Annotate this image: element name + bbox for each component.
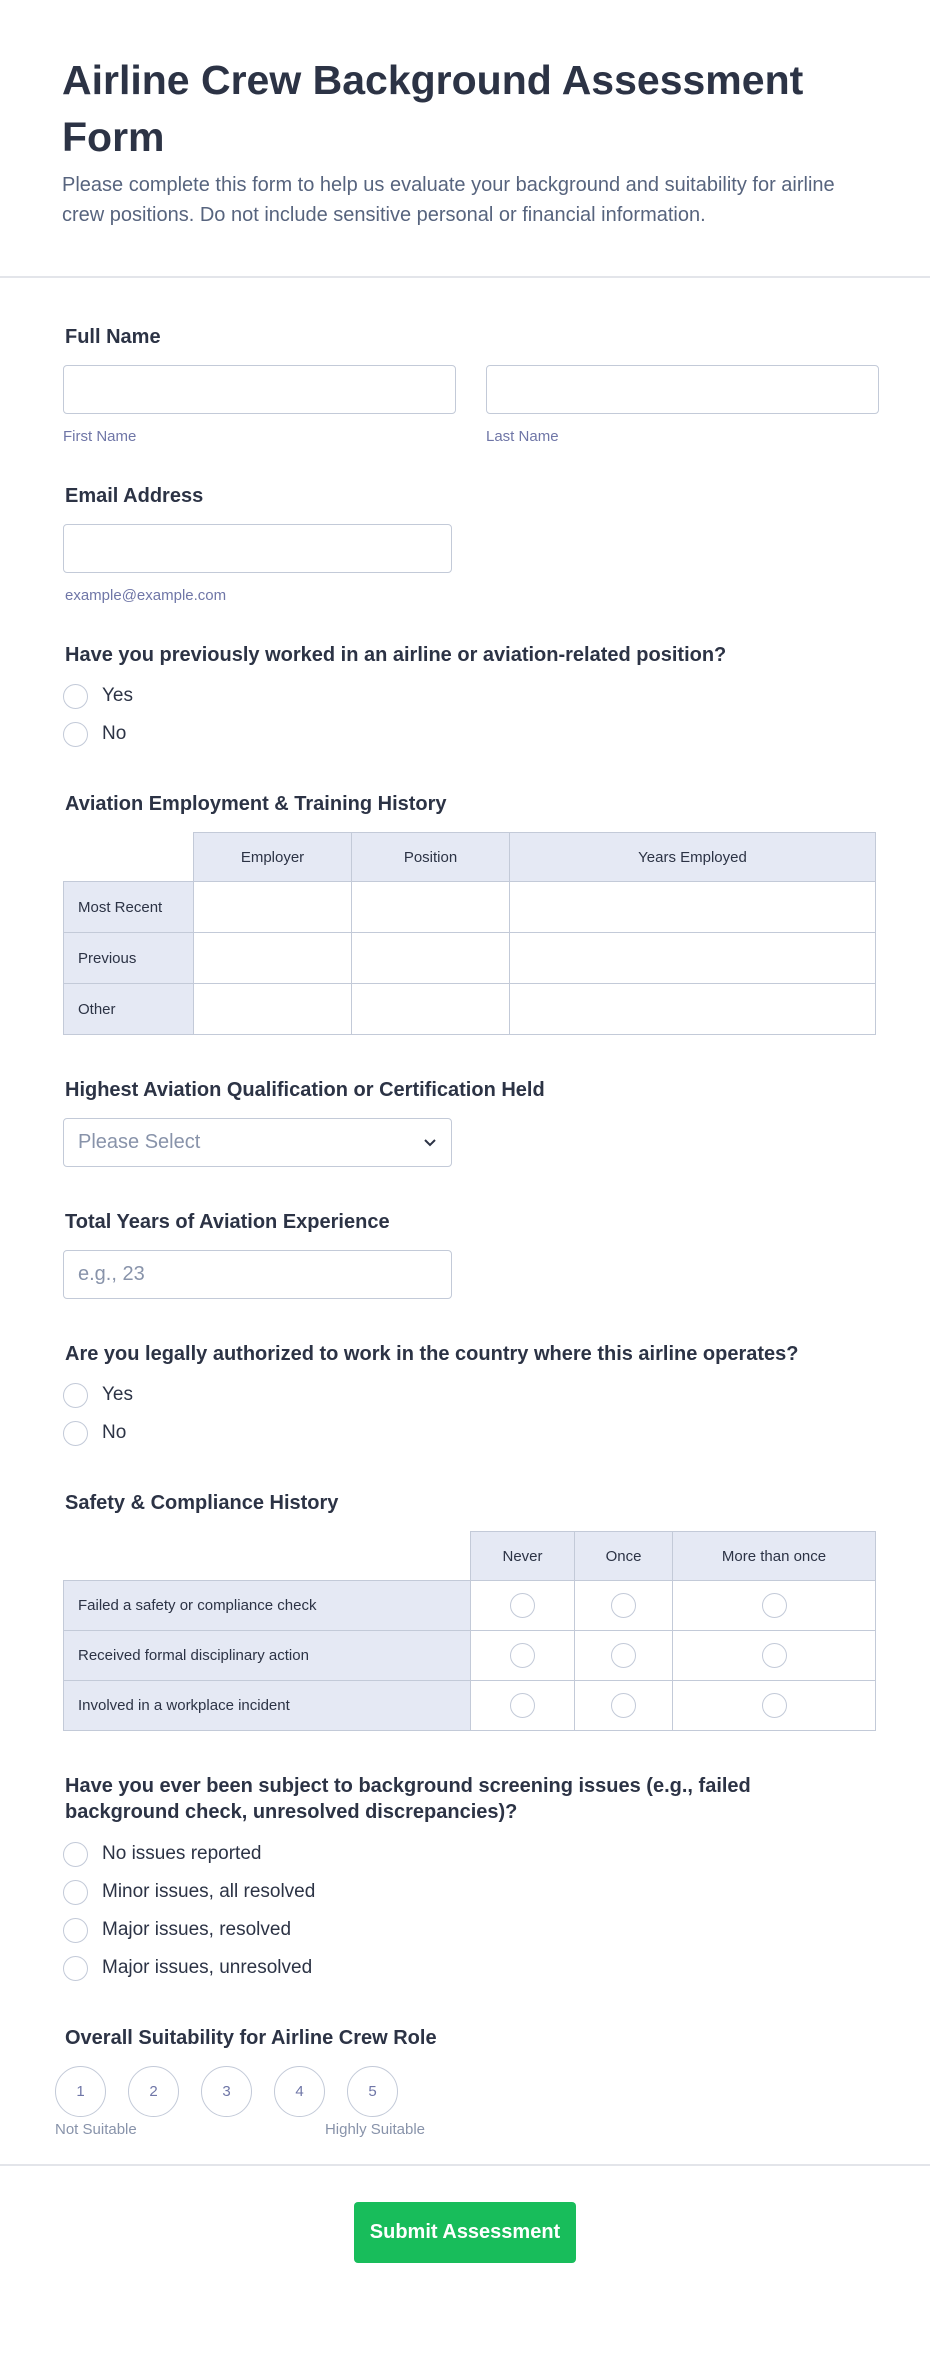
- table-row: [64, 1581, 876, 1631]
- scale-option-4[interactable]: 4: [274, 2066, 325, 2117]
- full-name-section: [55, 278, 875, 445]
- safety-label: Safety & Compliance History: [65, 1492, 339, 1514]
- safety-row-header: Involved in a workplace incident: [64, 1681, 471, 1731]
- radio-button[interactable]: [762, 1643, 787, 1668]
- radio-label: No issues reported: [102, 1843, 262, 1864]
- employment-col-header: Position: [352, 833, 510, 882]
- last-name-sublabel: Last Name: [486, 428, 559, 445]
- chevron-down-icon: [423, 1131, 437, 1154]
- radio-label: No: [102, 723, 127, 744]
- first-name-sublabel: First Name: [63, 428, 137, 445]
- safety-section: [55, 1452, 875, 1731]
- employment-section: [55, 753, 875, 1035]
- first-name-input[interactable]: [63, 365, 456, 414]
- experience-input[interactable]: [63, 1250, 452, 1299]
- employment-cell-input[interactable]: [194, 882, 352, 933]
- radio-button[interactable]: [762, 1693, 787, 1718]
- scale-option-5[interactable]: 5: [347, 2066, 398, 2117]
- employment-row-header: Most Recent: [64, 882, 194, 933]
- screening-option[interactable]: [63, 1835, 835, 1873]
- radio-button[interactable]: [510, 1643, 535, 1668]
- radio-label: Minor issues, all resolved: [102, 1881, 316, 1902]
- prev-worked-option-no[interactable]: [63, 715, 875, 753]
- employment-cell-input[interactable]: [194, 933, 352, 984]
- radio-label: Major issues, unresolved: [102, 1957, 313, 1978]
- scale-option-1[interactable]: 1: [55, 2066, 106, 2117]
- radio-button[interactable]: [63, 722, 88, 747]
- last-name-group: [486, 365, 879, 445]
- suitability-scale: [55, 2066, 875, 2117]
- table-row: [64, 933, 876, 984]
- safety-col-header: Never: [471, 1532, 575, 1581]
- employment-cell-input[interactable]: [352, 882, 510, 933]
- experience-section: [55, 1167, 875, 1299]
- safety-row-header: Received formal disciplinary action: [64, 1631, 471, 1681]
- experience-placeholder: e.g., 23: [78, 1263, 145, 1285]
- prev-worked-label: Have you previously worked in an airline or aviation-related position?: [65, 644, 727, 666]
- screening-label: Have you ever been subject to background screening issues (e.g., failed background check, unresolved discrepancies)?: [65, 1775, 751, 1823]
- suitability-section: [55, 1987, 875, 2138]
- table-row: [64, 1631, 876, 1681]
- authorized-label: Are you legally authorized to work in the country where this airline operates?: [65, 1343, 799, 1365]
- radio-label: Major issues, resolved: [102, 1919, 292, 1940]
- radio-button[interactable]: [611, 1643, 636, 1668]
- qualification-section: [55, 1035, 875, 1167]
- screening-option[interactable]: [63, 1873, 835, 1911]
- qualification-select[interactable]: [63, 1118, 452, 1167]
- radio-button[interactable]: [63, 1956, 88, 1981]
- form-header: [0, 0, 930, 278]
- safety-row-header: Failed a safety or compliance check: [64, 1581, 471, 1631]
- safety-table: [63, 1531, 876, 1731]
- employment-row-header: Previous: [64, 933, 194, 984]
- scale-low-label: Not Suitable: [55, 2121, 137, 2138]
- radio-button[interactable]: [510, 1593, 535, 1618]
- table-row: [64, 882, 876, 933]
- radio-label: Yes: [102, 1384, 133, 1405]
- scale-option-3[interactable]: 3: [201, 2066, 252, 2117]
- radio-button[interactable]: [611, 1693, 636, 1718]
- radio-button[interactable]: [63, 1880, 88, 1905]
- radio-button[interactable]: [63, 1918, 88, 1943]
- authorized-section: [55, 1299, 875, 1452]
- screening-option[interactable]: [63, 1949, 835, 1987]
- employment-cell-input[interactable]: [510, 933, 876, 984]
- prev-worked-option-yes[interactable]: [63, 677, 875, 715]
- email-input[interactable]: [63, 524, 452, 573]
- first-name-group: [63, 365, 456, 445]
- radio-button[interactable]: [63, 684, 88, 709]
- employment-col-header: Years Employed: [510, 833, 876, 882]
- radio-button[interactable]: [63, 1421, 88, 1446]
- safety-col-header: More than once: [673, 1532, 876, 1581]
- qualification-placeholder: Please Select: [78, 1131, 201, 1153]
- radio-label: Yes: [102, 685, 133, 706]
- radio-button[interactable]: [611, 1593, 636, 1618]
- scale-high-label: Highly Suitable: [324, 2121, 425, 2138]
- employment-cell-input[interactable]: [510, 882, 876, 933]
- last-name-input[interactable]: [486, 365, 879, 414]
- employment-row-header: Other: [64, 984, 194, 1035]
- screening-option[interactable]: [63, 1911, 835, 1949]
- authorized-option-yes[interactable]: [63, 1376, 875, 1414]
- email-sublabel: example@example.com: [65, 587, 227, 604]
- screening-section: [55, 1731, 875, 1987]
- qualification-label: Highest Aviation Qualification or Certification Held: [65, 1079, 545, 1101]
- radio-label: No: [102, 1422, 127, 1443]
- email-label: Email Address: [65, 485, 204, 507]
- form-description: Please complete this form to help us evaluate your background and suitability for airline crew positions. Do not include sensitive personal or financial information.: [62, 174, 835, 226]
- employment-cell-input[interactable]: [194, 984, 352, 1035]
- full-name-label: Full Name: [65, 326, 161, 348]
- submit-button[interactable]: Submit Assessment: [354, 2202, 576, 2263]
- employment-table: [63, 832, 876, 1035]
- prev-worked-section: [55, 604, 875, 753]
- employment-cell-input[interactable]: [352, 933, 510, 984]
- form-footer: [0, 2164, 930, 2306]
- scale-option-2[interactable]: 2: [128, 2066, 179, 2117]
- employment-label: Aviation Employment & Training History: [65, 793, 447, 815]
- authorized-option-no[interactable]: [63, 1414, 875, 1452]
- radio-button[interactable]: [63, 1383, 88, 1408]
- table-row: [64, 1681, 876, 1731]
- suitability-label: Overall Suitability for Airline Crew Role: [65, 2027, 437, 2049]
- table-row: [64, 984, 876, 1035]
- form-title: Airline Crew Background Assessment Form: [62, 57, 804, 160]
- experience-label: Total Years of Aviation Experience: [65, 1211, 390, 1233]
- email-section: [55, 445, 875, 604]
- radio-button[interactable]: [63, 1842, 88, 1867]
- radio-button[interactable]: [510, 1693, 535, 1718]
- form-body: [0, 278, 930, 2138]
- employment-cell-input[interactable]: [352, 984, 510, 1035]
- employment-col-header: Employer: [194, 833, 352, 882]
- radio-button[interactable]: [762, 1593, 787, 1618]
- safety-col-header: Once: [575, 1532, 673, 1581]
- employment-cell-input[interactable]: [510, 984, 876, 1035]
